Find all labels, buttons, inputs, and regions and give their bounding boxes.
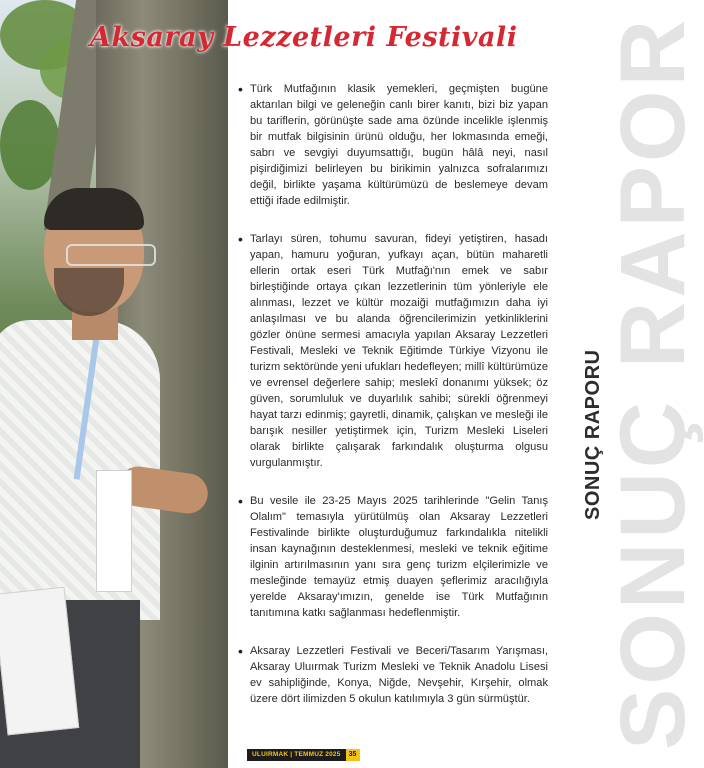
man-by-tree-photo xyxy=(0,0,228,768)
bullet-paragraph xyxy=(238,81,548,209)
bullet-icon: • xyxy=(238,81,243,97)
article-body xyxy=(238,81,548,729)
paragraph-text: Tarlayı süren, tohumu savuran, fideyi yetiştiren, hasadı yapan, hamuru yoğuran, yufkayı açan, bütün maharetli ellerin ortak eseri Türk Mutfağı'nın emek ve sabır birleştiğinde ortaya çıkan lezzetlerinin tüm yönleriyle ele alınması, lezzet ve kültür mozaiği mutfağımızın daha iyi anlaşılması ve bu alanda öğrencilerimizin yetkinliklerini gözler önüne sermesi amacıyla yapılan Aksaray Lezzetleri Festivali, Mesleki ve Teknik Eğitimde Türkiye Vizyonu ile turizm sektöründe yeni ufukları hedefleyen; millî kültürümüze ve evrensel değerlere sahip; meslekî donanımı yüksek; öz güven, sorumluluk ve duyarlılık sahibi; sürekli öğrenmeyi hayat tarzı edinmiş; gayretli, dinamik, çalışkan ve mesleği ile barışık nesiller yetiştirmek için, Turizm Mesleki Liseleri olarak birlikte çalışarak farkındalık oluşturma olgusu vurgulanmıştır. xyxy=(250,233,548,469)
bullet-icon: • xyxy=(238,493,243,509)
paragraph-text: Türk Mutfağının klasik yemekleri, geçmişten bugüne aktarılan bilgi ve geleneğin canlı birer kanıtı, bizi biz yapan bu tariflerin, görünüşte sade ama özünde incelikle işlenmiş bir mutfak bilgisinin ürünü olduğu, her lokmasında emeği, sabrı ve sevgiyi duyumsattığı, bugün hâlâ neyi, nasıl pişirdiğimizi belirleyen bu birikimin yalnızca sofralarımızı değil, birlikte yaşama kültürümüzü de beslemeye devam ettiği ifade edilmiştir. xyxy=(250,83,548,207)
bullet-icon: • xyxy=(238,231,243,247)
watermark-text: SONUÇ RAPOR xyxy=(602,15,704,750)
report-side-label: SONUÇ RAPORU xyxy=(582,349,604,520)
bullet-paragraph xyxy=(238,231,548,471)
page-number: 35 xyxy=(346,749,360,761)
bullet-paragraph xyxy=(238,643,548,707)
paragraph-text: Aksaray Lezzetleri Festivali ve Beceri/Tasarım Yarışması, Aksaray Uluırmak Turizm Mesleki ve Teknik Anadolu Lisesi ev sahipliğinde, Konya, Niğde, Nevşehir, Kırşehir, olmak üzere dört ilimizden 5 okulun katılımıyla 3 gün sürmüştür. xyxy=(250,645,548,705)
page-title: Aksaray Lezzetleri Festivali xyxy=(90,22,518,53)
paragraph-text: Bu vesile ile 23-25 Mayıs 2025 tarihlerinde "Gelin Tanış Olalım" temasıyla yürütülmüş olan Aksaray Lezzetleri Festivalinde birlikte oluşturduğumuz farkındalıkla nitelikli insan kaynağının desteklenmesi, mesleki ve teknik eğitime ilginin artırılmasının yanı sıra genç turizm elçilerimizle ve mesleğinde temayüz etmiş duayen şeflerimiz aracılığıyla yerelde Aksaray'ımızın, genelde ise Türk Mutfağının tanıtımına katkı sağlanması hedeflenmiştir. xyxy=(250,495,548,619)
page-footer xyxy=(247,749,360,761)
footer-label: ULUIRMAK | TEMMUZ 2025 xyxy=(247,749,346,761)
bullet-paragraph xyxy=(238,493,548,621)
bullet-icon: • xyxy=(238,643,243,659)
